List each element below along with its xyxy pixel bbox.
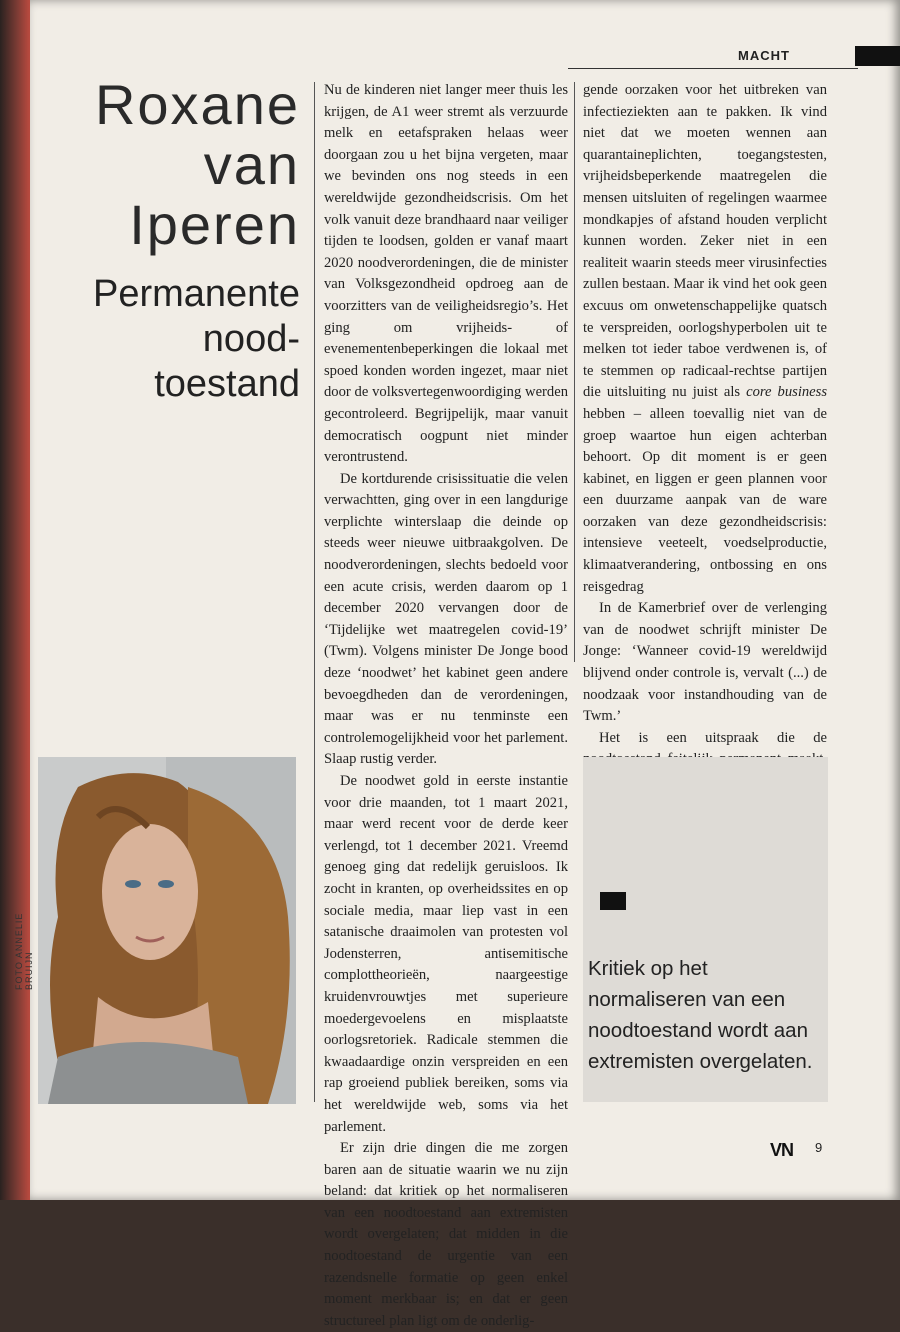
paragraph: De noodwet gold in eerste instantie voor drie maanden, tot 1 maart 2021, maar werd recent voor de derde keer verlengd, tot 1 december 2021. Vreemd genoeg ging dat redelijk geruisloos. Ik zocht in kranten, op overheidssites en op sociale media, maar liep vast in een satanische draaimolen van protesten vol Jodensterren, antisemitische complottheorieën, naargeestige kruidenvrouwtjes met superieure moedergevoelens en misplaatste oorlogsretoriek. Radicale stemmen die kwaadaardige onzin verspreiden en een rap groeiend publiek bereiken, soms via het wereldwijde web, soms via het parlement. [324,773,568,1135]
paragraph [583,80,827,598]
section-label: MACHT [738,48,790,63]
paragraph: Nu de kinderen niet langer meer thuis les krijgen, de A1 weer stremt als verzuurde melk en eetafspraken helaas weer doorgaan zou u het bijna vergeten, maar we bevinden ons nog steeds in een wereldwijde gezondheidscrisis. Om het volk vanuit deze brandhaard naar veiliger tijden te loodsen, golden er vanaf maart 2020 noodverordeningen, die de minister van Volksgezondheid opdroeg aan de voorzitters van de veiligheidsregio’s. Het ging om vrijheids- of evenementenbeperkingen die lokaal met spoed konden worden ingezet, maar niet door de volksvertegenwoordiging werden gecontroleerd. Begrijpelijk, maar vanuit democratisch oogpunt niet minder verontrustend. [324,82,568,466]
section-rule [568,68,858,69]
article-title: Permanente nood- toestand [92,273,300,405]
author-photo [38,757,296,1104]
paragraph-text: gende oorzaken voor het uitbreken van infectieziekten aan te pakken. Ik vind niet dat we moeten wennen aan quarantaineplichten, toegangstesten, vrijheidsbeperkende maatregelen die mensen uitsluiten of regelingen waarmee mondkapjes of afstand houden verplicht kunnen worden. Zeker niet in een realiteit waarin steeds meer virusinfecties zullen bestaan. Maar ik vind het ook geen excuus om onwetenschappelijke quatsch te verspreiden, oorlogshyperbolen uit te melken tot ieder taboe verdwenen is, of te stemmen op radicaal-rechtse partijen die uitsluiting nu juist als [583,82,827,401]
paragraph: De kortdurende crisissituatie die velen verwachtten, ging over in een langdurige verplichte winterslaap die deinde op steeds weer nieuwe uitbraakgolven. De noodverordeningen, slechts bedoeld voor een acute crisis, werden daarom op 1 december 2020 vervangen door de ‘Tijdelijke wet maatregelen covid-19’ (Twm). Volgens minister De Jonge bood deze ‘noodwet’ het kabinet geen andere bevoegdheden dan de verordeningen, maar was er nu tenminste een controlemogelijkheid voor het parlement. Slaap rustig verder. [324,470,568,768]
paragraph: In de Kamerbrief over de verlenging van de noodwet schrijft minister De Jonge: ‘Wanneer covid-19 wereldwijd blijvend onder controle is, vervalt (...) de noodzaak voor instandhouding van de Twm.’ [583,600,827,725]
author-name: Roxane van Iperen [94,73,300,256]
paragraph: Er zijn drie dingen die me zorgen baren aan de situatie waarin we nu zijn beland: dat kritiek op het normaliseren van een noodtoestand aan extremisten wordt overgelaten; dat midden in die noodtoestand de urgentie van een razendsnelle formatie op geen enkel moment merkbaar is; en dat er geen structureel plan ligt om de onderlig- [324,1140,568,1329]
body-column-2 [583,80,827,793]
column-rule [574,82,575,662]
paragraph-text: hebben – alleen toevallig niet van de groep waartoe hun eigen achterban behoort. Op dit moment is er geen kabinet, en liggen er geen plannen voor een duurzame aanpak van de ware oorzaken van deze gezondheidscrisis: intensieve veeteelt, voedselproductie, klimaatverandering, ontbossing en ons reisgedrag [583,405,827,595]
body-column-1 [324,80,568,1332]
magazine-logo: VN [770,1140,794,1160]
column-rule [314,82,315,1102]
portrait-illustration [38,757,296,1104]
italic-term: core business [746,384,828,401]
pull-quote-marker [600,892,626,910]
section-marker [855,46,900,66]
paragraph-text: Het is een uitspraak die de [599,729,827,746]
page-number: 9 [815,1140,823,1155]
photo-credit: FOTO ANNELIE BRUIJN [14,912,34,990]
pull-quote: Kritiek op het normaliseren van een noodtoestand wordt aan extremisten overgelaten. [588,957,813,1073]
